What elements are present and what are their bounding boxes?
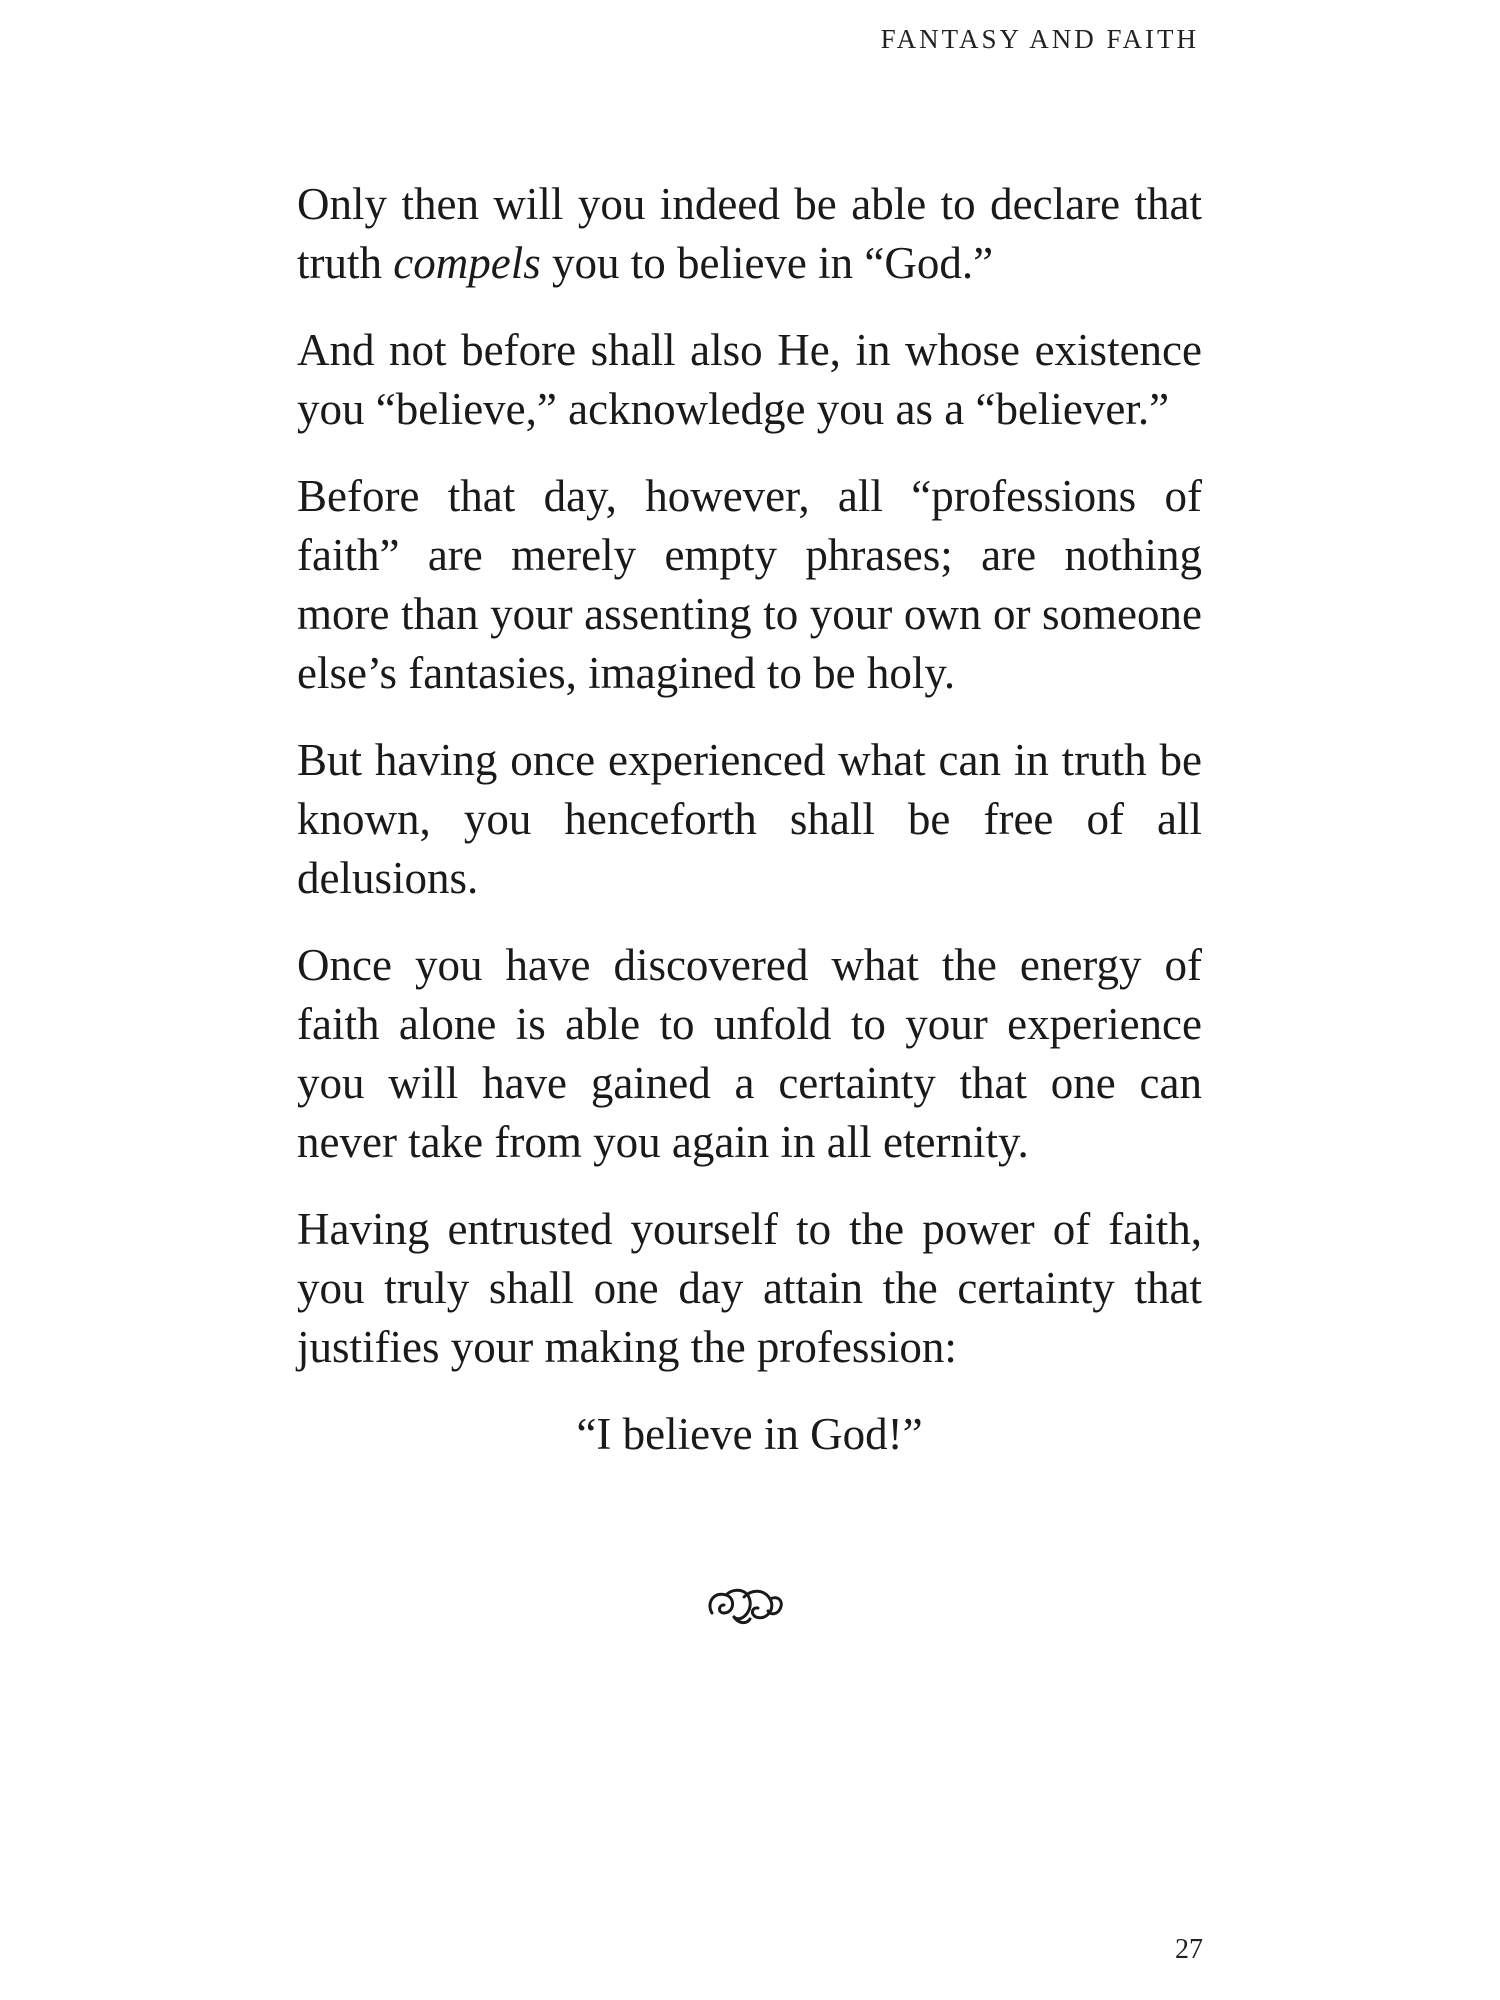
closing-quote: “I believe in God!”: [576, 1409, 923, 1459]
page-number: 27: [1175, 1934, 1203, 1965]
paragraph-1-emphasis: compels: [393, 238, 541, 288]
paragraph-6: Having entrusted yourself to the power of faith, you truly shall one day attain the certainty that justifies your making the profession:: [297, 1204, 1202, 1372]
running-head: FANTASY AND FAITH: [880, 24, 1199, 54]
paragraph-2: And not before shall also He, in whose existence you “believe,” acknowledge you as a “believer.”: [297, 325, 1202, 434]
body-text: [297, 175, 1202, 1464]
paragraph-5: Once you have discovered what the energy of faith alone is able to unfold to your experience you will have gained a certainty that one can never take from you again in all eternity.: [297, 940, 1202, 1167]
paragraph-1-end: you to believe in “God.”: [540, 238, 994, 288]
paragraph-1-start: Only then will you indeed be able to declare that truth: [297, 179, 1202, 288]
paragraph-1: [297, 175, 1202, 293]
paragraph-3: Before that day, however, all “professions of faith” are merely empty phrases; are nothing more than your assenting to your own or someone else’s fantasies, imagined to be holy.: [297, 471, 1202, 698]
flourish-ornament-icon: [704, 1583, 788, 1629]
paragraph-4: But having once experienced what can in truth be known, you henceforth shall be free of all delusions.: [297, 735, 1202, 903]
